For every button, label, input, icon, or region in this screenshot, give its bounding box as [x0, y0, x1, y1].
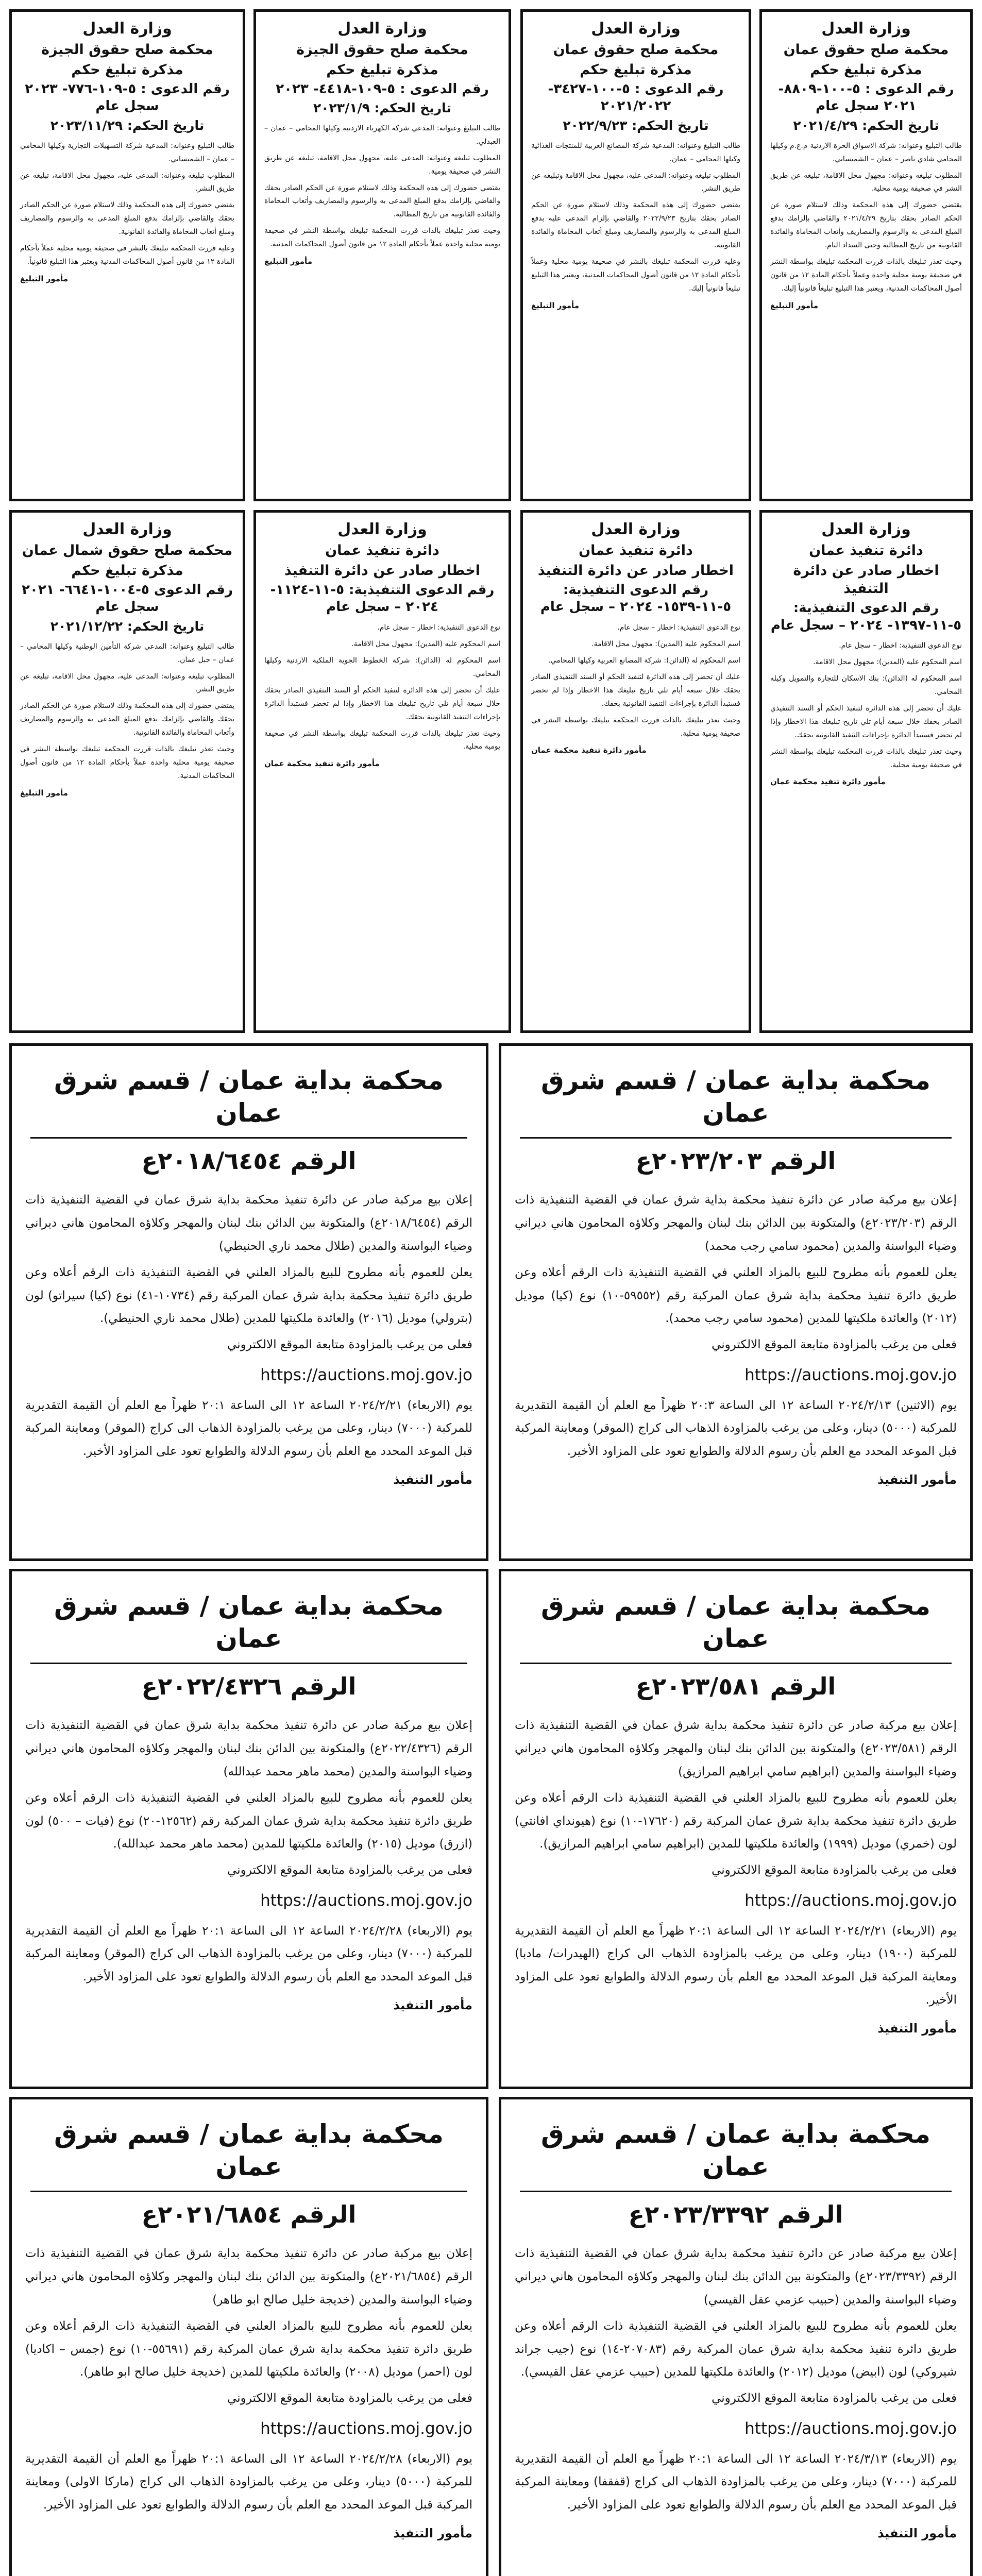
auction-signature: مأمور التنفيذ — [877, 1472, 957, 1487]
notice-type: اخطار صادر عن دائرة التنفيذ — [284, 562, 481, 579]
notice-body — [531, 621, 740, 740]
auction-paragraph: يوم (الاربعاء) ٢٠٢٤/٢/٢٨ الساعة ١٢ الى الساعة ٢٠:١ ظهراً مع العلم أن القيمة التقديرية للمركبة (٧٠٠٠) دينار، وعلى من يرغب بالمزاودة الذهاب الى كراج (الموقر) ومعاينة المركبة قبل الموعد المحدد مع العلم بأن رسوم الدلالة والطوابع تعود على المزاود الأخير. — [25, 1924, 472, 1984]
notice-paragraph: اسم المحكوم له (الدائن): شركة المصانع العربية وكيلها المحامي. — [548, 656, 740, 665]
notice-ministry: وزارة العدل — [82, 20, 172, 38]
auction-website-link[interactable]: https://auctions.moj.gov.jo — [744, 1366, 957, 1385]
divider — [520, 1663, 952, 1664]
auction-paragraph — [25, 1360, 472, 1391]
notice-paragraph: نوع الدعوى التنفيذية: اخطار – سجل عام. — [839, 641, 962, 650]
auction-paragraph: يعلن للعموم بأنه مطروح للبيع بالمزاد العلني في القضية التنفيذية ذات الرقم أعلاه وعن طريق دائرة تنفيذ محكمة بداية شرق عمان المركبة رقم (٥٥٦٩١-١٠) نوع (جمس – اكاديا) لون (احمر) موديل (٢٠٠٨) والعائدة ملكيتها للمدين (خديجة خليل صالح ابو طاهر). — [25, 2319, 472, 2379]
notice-3 — [253, 9, 511, 501]
auction-paragraph: فعلى من يرغب بالمزاودة متابعة الموقع الالكتروني — [227, 1863, 472, 1877]
notice-ministry: وزارة العدل — [82, 520, 172, 538]
notice-5 — [759, 510, 973, 1033]
auction-3 — [499, 1569, 973, 2089]
auction-paragraph: إعلان بيع مركبة صادر عن دائرة تنفيذ محكمة بداية شرق عمان في القضية التنفيذية ذات الرقم (٢٠٢٣/٢٠٣ع) والمتكونة بين الدائن بنك لبنان والمهجر وكلاؤه المحامون هاني ديراني وضياء البواسنة والمدين (محمود سامي رجب محمد) — [515, 1193, 957, 1253]
notice-ministry: وزارة العدل — [591, 20, 681, 38]
notice-paragraph: وحيث تعذر تبليغك بالذات قررت المحكمة تبليغك بواسطة النشر في صحيفة يومية محلية واحدة عملاً بأحكام المادة ١٢ من قانون أصول المحاكمات المدنية. — [264, 227, 500, 249]
auction-paragraph: إعلان بيع مركبة صادر عن دائرة تنفيذ محكمة بداية شرق عمان في القضية التنفيذية ذات الرقم (٢٠٢٣/٣٣٩٢ع) والمتكونة بين الدائن بنك لبنان والمهجر وكلاؤه المحامون هاني ديراني وضياء البواسنة والمدين (حبيب عزمي عقل القيسي) — [515, 2247, 957, 2307]
notice-court: محكمة صلح حقوق الجيزة — [41, 41, 213, 58]
auction-case-number: الرقم ٢٠٢١/٦٨٥٤ع — [141, 2200, 357, 2228]
auction-paragraph: يوم (الاربعاء) ٢٠٢٤/٢/٢٨ الساعة ١٢ الى الساعة ٢٠:١ ظهراً مع العلم أن القيمة التقديرية للمركبة (٥٠٠٠) دينار، وعلى من يرغب بالمزاودة الذهاب الى كراج (ماركا الاولى) ومعاينة المركبة قبل الموعد المحدد مع العلم بأن رسوم الدلالة والطوابع تعود على المزاود الأخير. — [25, 2452, 472, 2512]
auction-5 — [499, 2097, 973, 2576]
auction-4 — [9, 1569, 488, 2089]
notice-paragraph: يقتضي حضورك إلى هذه المحكمة وذلك لاستلام صورة عن الحكم الصادر بحقك والقاضي بإلزامك بدفع المبلغ المدعى به والرسوم والمصاريف وأتعاب المحاماة والفائدة القانونية. — [20, 702, 234, 737]
auction-body — [25, 1189, 472, 1463]
auction-court-title: محكمة بداية عمان / قسم شرق عمان — [540, 1591, 931, 1653]
notice-paragraph: اسم المحكوم عليه (المدين): مجهول محل الاقامة. — [591, 640, 740, 649]
notice-paragraph: وحيث تعذر تبليغك بالذات قررت المحكمة تبليغك بواسطة النشر في صحيفة يومية محلية واحدة عملاً بأحكام المادة ١٢ من قانون أصول المحاكمات المدنية. — [20, 745, 234, 780]
auction-paragraph — [515, 1885, 957, 1916]
auction-1 — [499, 1043, 973, 1561]
auction-paragraph: يعلن للعموم بأنه مطروح للبيع بالمزاد العلني في القضية التنفيذية ذات الرقم أعلاه وعن طريق دائرة تنفيذ محكمة بداية شرق عمان المركبة رقم (١٧٦٢٠-١٠) نوع (هيونداي افانتي) لون (خمري) موديل (١٩٩٩) والعائدة ملكيتها للمدين (ابراهيم سامي ابراهيم المرازيق). — [515, 1791, 957, 1851]
notice-paragraph: نوع الدعوى التنفيذية: اخطار – سجل عام. — [617, 623, 740, 632]
auction-case-number: الرقم ٢٠١٨/٦٤٥٤ع — [141, 1147, 357, 1175]
notice-date: تاريخ الحكم: ٢٠٢١/٤/٢٩ — [793, 118, 939, 133]
notice-paragraph: وحيث تعذر تبليغك بالذات قررت المحكمة تبليغك بواسطة النشر في صحيفة يومية محلية واحدة وعملاً بأحكام المادة ١٢ من قانون أصول المحاكمات المدنية، ويعتبر هذا التبليغ تبليغاً قانونياً إليك. — [770, 257, 962, 293]
auction-court-title: محكمة بداية عمان / قسم شرق عمان — [540, 2119, 931, 2181]
notice-2 — [520, 9, 751, 501]
divider — [30, 2191, 467, 2192]
auction-paragraph: فعلى من يرغب بالمزاودة متابعة الموقع الالكتروني — [712, 1863, 957, 1877]
notice-signature: مأمور التبليغ — [770, 300, 818, 310]
notice-1 — [759, 9, 973, 501]
notice-4 — [9, 9, 245, 501]
notice-paragraph: وعليه قررت المحكمة تبليغك بالنشر في صحيفة يومية محلية عملاً بأحكام المادة ١٢ من قانون أصول المحاكمات المدنية ويعتبر هذا التبليغ قانونياً. — [20, 244, 234, 266]
auction-6 — [9, 2097, 488, 2576]
auction-court-title: محكمة بداية عمان / قسم شرق عمان — [54, 1591, 444, 1653]
auction-body — [25, 1714, 472, 1989]
auction-website-link[interactable]: https://auctions.moj.gov.jo — [260, 2419, 472, 2438]
notice-date: تاريخ الحكم: ٢٠٢٣/١/٩ — [313, 100, 451, 116]
notice-ministry: وزارة العدل — [591, 520, 681, 538]
auction-paragraph: إعلان بيع مركبة صادر عن دائرة تنفيذ محكمة بداية شرق عمان في القضية التنفيذية ذات الرقم (٢٠١٨/٦٤٥٤ع) والمتكونة بين الدائن بنك لبنان والمهجر وكلاؤه المحامون هاني ديراني وضياء البواسنة والمدين (طلال محمد ناري الحنيطي) — [25, 1193, 472, 1253]
auction-court-title: محكمة بداية عمان / قسم شرق عمان — [54, 1065, 444, 1128]
auction-website-link[interactable]: https://auctions.moj.gov.jo — [744, 1891, 957, 1910]
notice-case-number: رقم الدعوى التنفيذية: ٥-١١-١٣٩٧- ٢٠٢٤ – سجل عام — [770, 600, 962, 633]
auction-paragraph — [25, 1885, 472, 1916]
notice-signature: مأمور دائرة تنفيذ محكمة عمان — [531, 745, 647, 755]
notice-date: تاريخ الحكم: ٢٠٢٣/١١/٢٩ — [50, 118, 205, 133]
notice-type: اخطار صادر عن دائرة التنفيذ — [537, 562, 734, 579]
notice-body — [770, 140, 962, 296]
auction-paragraph — [515, 2413, 957, 2444]
notice-type: اخطار صادر عن دائرة التنفيذ — [793, 562, 939, 597]
notice-paragraph: اسم المحكوم له (الدائن): بنك الاسكان للتجارة والتمويل وكيله المحامي. — [770, 674, 962, 697]
notice-signature: مأمور التبليغ — [264, 257, 312, 266]
auction-paragraph: يعلن للعموم بأنه مطروح للبيع بالمزاد العلني في القضية التنفيذية ذات الرقم أعلاه وعن طريق دائرة تنفيذ محكمة بداية شرق عمان المركبة رقم (٢٠٧٠٨٣-١٤) نوع (جيب جراند شيروكي) لون (ابيض) موديل (٢٠١٢) والعائدة ملكيتها للمدين (حبيب عزمي عقل القيسي). — [515, 2319, 957, 2379]
notice-paragraph: وحيث تعذر تبليغك بالذات قررت المحكمة تبليغك بواسطة النشر في صحيفة يومية محلية. — [531, 716, 740, 738]
notice-8 — [9, 510, 245, 1033]
notice-type: مذكرة تبليغ حكم — [71, 562, 183, 579]
notice-paragraph: يقتضي حضورك إلى هذه المحكمة وذلك لاستلام صورة عن الحكم الصادر بحقك والقاضي بإلزامك بدفع المبلغ المدعى به والرسوم والمصاريف ومبلغ أتعاب المحاماة والفائدة القانونية. — [20, 201, 234, 236]
auction-paragraph: يوم (الاربعاء) ٢٠٢٤/٣/١٣ الساعة ١٢ الى الساعة ٢٠:١ ظهراً مع العلم أن القيمة التقديرية للمركبة (٧٠٠٠) دينار، وعلى من يرغب بالمزاودة الذهاب الى كراج (قفقفا) ومعاينة المركبة قبل الموعد المحدد مع العلم بأن رسوم الدلالة والطوابع تعود على المزاود الأخير. — [515, 2452, 957, 2512]
notice-paragraph: اسم المحكوم عليه (المدين): مجهول محل الاقامة. — [351, 640, 500, 649]
notice-ministry: وزارة العدل — [337, 20, 427, 38]
notice-court: محكمة صلح حقوق عمان — [553, 41, 719, 58]
auction-paragraph: فعلى من يرغب بالمزاودة متابعة الموقع الالكتروني — [227, 1338, 472, 1352]
auction-case-number: الرقم ٢٠٢٢/٤٣٢٦ع — [141, 1672, 357, 1700]
notice-case-number: رقم الدعوى : ٥-١٠٩-٤٤١٨- ٢٠٢٣ — [276, 81, 489, 97]
notice-paragraph: عليك أن تحضر إلى هذه الدائرة لتنفيذ الحكم أو السند التنفيذي الصادر بحقك خلال سبعة أيام تلي تاريخ تبليغك هذا الاخطار وإذا لم تحضر فستبدأ الدائرة بإجراءات التنفيذ القانونية بحقك. — [264, 686, 500, 721]
auction-paragraph: فعلى من يرغب بالمزاودة متابعة الموقع الالكتروني — [227, 2392, 472, 2405]
notice-paragraph: طالب التبليغ وعنوانه: المدعية شركة المصانع العربية للمنتجات الغذائية وكيلها المحامي – عمان. — [531, 141, 740, 163]
notice-paragraph: طالب التبليغ وعنوانه: المدعي شركة الكهرباء الاردنية وكيلها المحامي – عمان – العبدلي. — [264, 124, 500, 146]
notice-date: تاريخ الحكم: ٢٠٢٢/٩/٢٣ — [563, 118, 709, 133]
auction-body — [515, 1714, 957, 2012]
auction-case-number: الرقم ٢٠٢٣/٥٨١ع — [635, 1672, 836, 1700]
auction-paragraph: يوم (الاربعاء) ٢٠٢٤/٢/٢١ الساعة ١٢ الى الساعة ٢٠:١ ظهراً مع العلم أن القيمة التقديرية للمركبة (١٩٠٠) دينار، وعلى من يرغب بالمزاودة الذهاب الى كراج (الهيدرات/ مادبا) ومعاينة المركبة قبل الموعد المحدد مع العلم بأن رسوم الدلالة والطوابع تعود على المزاود الأخير. — [515, 1924, 957, 2007]
notice-paragraph: وعليه قررت المحكمة تبليغك بالنشر في صحيفة يومية محلية وعملاً بأحكام المادة ١٢ من قانون أصول المحاكمات المدنية، ويعتبر هذا التبليغ تبليغاً قانونياً إليك. — [531, 257, 740, 293]
notice-paragraph: نوع الدعوى التنفيذية: اخطار – سجل عام. — [377, 623, 500, 632]
auction-signature: مأمور التنفيذ — [877, 2526, 957, 2541]
notice-signature: مأمور دائرة تنفيذ محكمة عمان — [264, 759, 380, 769]
auction-paragraph — [515, 1360, 957, 1391]
notice-ministry: وزارة العدل — [821, 20, 911, 38]
notice-paragraph: المطلوب تبليغه وعنوانه: مجهول محل الاقامة، تبليغه عن طريق النشر في صحيفة يومية محلية. — [770, 171, 962, 193]
auction-body — [515, 2242, 957, 2517]
auction-paragraph: إعلان بيع مركبة صادر عن دائرة تنفيذ محكمة بداية شرق عمان في القضية التنفيذية ذات الرقم (٢٠٢٣/٥٨١ع) والمتكونة بين الدائن بنك لبنان والمهجر وكلاؤه المحامون هاني ديراني وضياء البواسنة والمدين (ابراهيم سامي ابراهيم المرازيق) — [515, 1719, 957, 1778]
notice-paragraph: طالب التبليغ وعنوانه: المدعية شركة التسهيلات التجارية وكيلها المحامي – عمان – الشميساني. — [20, 141, 234, 163]
notice-paragraph: طالب التبليغ وعنوانه: شركة الاسواق الحرة الاردنية م.ع.م وكيلها المحامي شادي ناصر – عمان – الشميساني. — [770, 141, 962, 163]
notice-paragraph: طالب التبليغ وعنوانه: المدعي شركة التأمين الوطنية وكيلها المحامي – عمان – جبل عمان. — [20, 642, 234, 664]
notice-paragraph: المطلوب تبليغه وعنوانه: المدعى عليه، مجهول محل الاقامة، تبليغه عن طريق النشر. — [20, 672, 234, 694]
auction-signature: مأمور التنفيذ — [877, 2021, 957, 2036]
notice-paragraph: المطلوب تبليغه وعنوانه: المدعى عليه، مجهول محل الاقامة، تبليغه عن طريق النشر في صحيفة يومية. — [264, 154, 500, 176]
notice-court: دائرة تنفيذ عمان — [325, 542, 439, 558]
notice-body — [531, 140, 740, 296]
notice-paragraph: يقتضي حضورك إلى هذه المحكمة وذلك لاستلام صورة عن الحكم الصادر بحقك والقاضي بإلزامك بدفع المبلغ المدعى به والرسوم والمصاريف وأتعاب المحاماة والفائدة القانونية من تاريخ المطالبة. — [264, 183, 500, 219]
auction-court-title: محكمة بداية عمان / قسم شرق عمان — [54, 2119, 444, 2181]
notice-body — [20, 140, 234, 269]
notice-paragraph: وحيث تعذر تبليغك بالذات قررت المحكمة تبليغك بواسطة النشر في صحيفة يومية محلية. — [264, 729, 500, 751]
auction-paragraph: يعلن للعموم بأنه مطروح للبيع بالمزاد العلني في القضية التنفيذية ذات الرقم أعلاه وعن طريق دائرة تنفيذ محكمة بداية شرق عمان المركبة رقم (٥٩٥٥٢-١٠) نوع (كيا) موديل (٢٠١٢) والعائدة ملكيتها للمدين (محمود سامي رجب محمد). — [515, 1265, 957, 1326]
auction-paragraph: فعلى من يرغب بالمزاودة متابعة الموقع الالكتروني — [712, 2392, 957, 2405]
notice-type: مذكرة تبليغ حكم — [71, 61, 183, 78]
notice-paragraph: يقتضي حضورك إلى هذه المحكمة وذلك لاستلام صورة عن الحكم الصادر بحقك بتاريخ ٢٠٢١/٤/٢٩ والقاضي بإلزامك بدفع المبلغ المدعى به والرسوم والمصاريف وأتعاب المحاماة والفائدة القانونية من تاريخ المطالبة وحتى السداد التام. — [770, 201, 962, 250]
notice-case-number: رقم الدعوى التنفيذية: ٥-١١-١٥٣٩- ٢٠٢٤ – سجل عام — [540, 582, 732, 615]
divider — [520, 1137, 952, 1139]
notice-ministry: وزارة العدل — [337, 520, 427, 538]
auction-signature: مأمور التنفيذ — [393, 2526, 472, 2541]
notice-paragraph: المطلوب تبليغه وعنوانه: المدعى عليه، مجهول محل الاقامة وتبليغه عن طريق النشر. — [531, 171, 740, 193]
notice-type: مذكرة تبليغ حكم — [580, 61, 692, 78]
notice-case-number: رقم الدعوى : ٥-١٠٩-٧٧٦- ٢٠٢٣ سجل عام — [25, 81, 230, 114]
notice-signature: مأمور التبليغ — [531, 300, 579, 310]
notice-court: محكمة صلح حقوق عمان — [783, 41, 949, 58]
notice-paragraph: المطلوب تبليغه وعنوانه: المدعى عليه، مجهول محل الاقامة، تبليغه عن طريق النشر. — [20, 171, 234, 193]
notice-paragraph: اسم المحكوم عليه (المدين): مجهول محل الاقامة. — [813, 658, 962, 667]
notice-court: دائرة تنفيذ عمان — [579, 542, 693, 558]
notice-paragraph: اسم المحكوم له (الدائن): شركة الخطوط الجوية الملكية الاردنية وكيلها المحامي. — [264, 656, 500, 678]
auction-paragraph: يعلن للعموم بأنه مطروح للبيع بالمزاد العلني في القضية التنفيذية ذات الرقم أعلاه وعن طريق دائرة تنفيذ محكمة بداية شرق عمان المركبة رقم (١٢٥٦٢-٢٠) نوع (فيات – ٥٠٠) لون (ازرق) موديل (٢٠١٥) والعائدة ملكيتها للمدين (محمد ماهر محمد عبدالله). — [25, 1791, 473, 1851]
auction-paragraph: يعلن للعموم بأنه مطروح للبيع بالمزاد العلني في القضية التنفيذية ذات الرقم أعلاه وعن طريق دائرة تنفيذ محكمة بداية شرق عمان المركبة رقم (١٠٧٣٤-٤١) نوع (كيا) سيراتو) لون (بترولي) موديل (٢٠١٦) والعائدة ملكيتها للمدين (طلال محمد ناري الحنيطي). — [25, 1265, 472, 1326]
auction-court-title: محكمة بداية عمان / قسم شرق عمان — [540, 1065, 931, 1128]
notice-paragraph: وحيث تعذر تبليغك بالذات قررت المحكمة تبليغك بواسطة النشر في صحيفة يومية محلية. — [770, 747, 962, 769]
notice-body — [264, 122, 500, 251]
auction-signature: مأمور التنفيذ — [393, 1472, 472, 1487]
notice-case-number: رقم الدعوى ٥-١٠٠٤-٦٦٤١- ٢٠٢١ سجل عام — [22, 582, 233, 615]
divider — [520, 2191, 952, 2192]
notice-type: مذكرة تبليغ حكم — [326, 61, 438, 78]
notice-body — [770, 639, 962, 772]
notice-signature: مأمور التبليغ — [20, 788, 68, 798]
auction-body — [25, 2242, 472, 2517]
notice-7 — [253, 510, 511, 1033]
notice-signature: مأمور التبليغ — [20, 274, 68, 283]
auction-signature: مأمور التنفيذ — [393, 1998, 472, 2013]
auction-body — [515, 1189, 957, 1463]
notice-case-number: رقم الدعوى التنفيذية: ٥-١١-١١٢٤- ٢٠٢٤ – سجل عام — [270, 582, 495, 615]
auction-paragraph: يوم (الاربعاء) ٢٠٢٤/٢/٢١ الساعة ١٢ الى الساعة ٢٠:١ ظهراً مع العلم أن القيمة التقديرية للمركبة (٧٠٠٠) دينار، وعلى من يرغب بالمزاودة الذهاب الى كراج (الموقر) ومعاينة المركبة قبل الموعد المحدد مع العلم بأن رسوم الدلالة والطوابع تعود على المزاود الأخير. — [25, 1398, 472, 1459]
notice-paragraph: عليك أن تحضر إلى هذه الدائرة لتنفيذ الحكم أو السند التنفيذي الصادر بحقك خلال سبعة أيام تلي تاريخ تبليغك هذا الاخطار وإذا لم تحضر فستبدأ الدائرة بإجراءات التنفيذ القانونية بحقك. — [770, 704, 962, 739]
auction-2 — [9, 1043, 488, 1561]
notice-6 — [520, 510, 751, 1033]
notice-body — [20, 640, 234, 783]
notice-paragraph: يقتضي حضورك إلى هذه المحكمة وذلك لاستلام صورة عن الحكم الصادر بحقك بتاريخ ٢٠٢٢/٩/٢٣ والقاضي بإلزام المدعى عليه بدفع المبلغ المدعى به والرسوم والمصاريف ومبلغ أتعاب المحاماة والفائدة القانونية. — [531, 201, 740, 250]
divider — [30, 1663, 467, 1664]
notice-court: محكمة صلح حقوق الجيزة — [296, 41, 468, 58]
notice-paragraph: عليك أن تحضر إلى هذه الدائرة لتنفيذ الحكم أو السند التنفيذي الصادر بحقك خلال سبعة أيام تلي تاريخ تبليغك هذا الاخطار وإذا لم تحضر فستبدأ الدائرة بإجراءات التنفيذ القانونية بحقك. — [531, 672, 740, 708]
notice-body — [264, 621, 500, 754]
auction-paragraph: يوم (الاثنين) ٢٠٢٤/٢/١٣ الساعة ١٢ الى الساعة ٢٠:٣ ظهراً مع العلم أن القيمة التقديرية للمركبة (٥٠٠٠) دينار، وعلى من يرغب بالمزاودة الذهاب الى كراج (الموقر) ومعاينة المركبة قبل الموعد المحدد مع العلم بأن رسوم الدلالة والطوابع تعود على المزاود الأخير. — [515, 1398, 957, 1459]
notice-ministry: وزارة العدل — [821, 520, 911, 538]
notice-type: مذكرة تبليغ حكم — [810, 61, 922, 78]
notice-case-number: رقم الدعوى : ٥-١٠٠-٣٤٢٧- ٢٠٢١/٢٠٢٢ — [548, 81, 724, 114]
notice-court: دائرة تنفيذ عمان — [809, 542, 923, 558]
auction-paragraph: فعلى من يرغب بالمزاودة متابعة الموقع الالكتروني — [712, 1338, 957, 1352]
auction-website-link[interactable]: https://auctions.moj.gov.jo — [260, 1891, 472, 1910]
auction-case-number: الرقم ٢٠٢٣/٢٠٣ع — [635, 1147, 836, 1175]
notice-case-number: رقم الدعوى : ٥-١٠٠-٨٨٠٩- ٢٠٢١ سجل عام — [778, 81, 954, 114]
auction-website-link[interactable]: https://auctions.moj.gov.jo — [260, 1366, 472, 1385]
notice-court: محكمة صلح حقوق شمال عمان — [22, 542, 233, 558]
auction-case-number: الرقم ٢٠٢٣/٣٣٩٢ع — [628, 2200, 843, 2228]
auction-paragraph — [25, 2413, 472, 2444]
notice-signature: مأمور دائرة تنفيذ محكمة عمان — [770, 777, 886, 787]
auction-paragraph: إعلان بيع مركبة صادر عن دائرة تنفيذ محكمة بداية شرق عمان في القضية التنفيذية ذات الرقم (٢٠٢١/٦٨٥٤ع) والمتكونة بين الدائن بنك لبنان والمهجر وكلاؤه المحامون هاني ديراني وضياء البواسنة والمدين (خديجة خليل صالح ابو طاهر) — [25, 2247, 472, 2307]
auction-website-link[interactable]: https://auctions.moj.gov.jo — [744, 2419, 957, 2438]
notice-date: تاريخ الحكم: ٢٠٢١/١٢/٢٢ — [50, 619, 205, 634]
divider — [30, 1137, 467, 1139]
auction-paragraph: إعلان بيع مركبة صادر عن دائرة تنفيذ محكمة بداية شرق عمان في القضية التنفيذية ذات الرقم (٢٠٢٢/٤٣٢٦ع) والمتكونة بين الدائن بنك لبنان والمهجر وكلاؤه المحامون هاني ديراني وضياء البواسنة والمدين (محمد ماهر محمد عبدالله) — [25, 1719, 472, 1778]
